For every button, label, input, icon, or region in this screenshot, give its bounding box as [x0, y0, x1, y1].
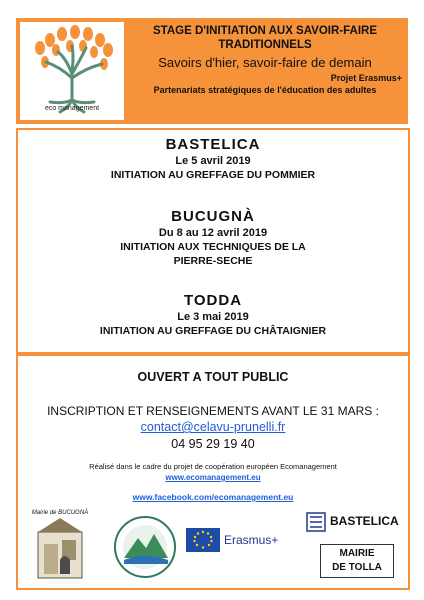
contact-box [16, 354, 410, 590]
email-link[interactable]: contact@celavu-prunelli.fr [140, 420, 286, 434]
ecomanagement-logo [20, 22, 124, 120]
partner-logos [18, 506, 408, 584]
mairie-tolla-box [320, 544, 394, 578]
bastelica-logo [306, 510, 402, 534]
event-bucugna [18, 208, 408, 268]
header-subtitle: Savoirs d'hier, savoir-faire de demain [158, 55, 372, 70]
event-todda [18, 292, 408, 338]
event-bastelica [18, 136, 408, 182]
inscription-text: INSCRIPTION ET RENSEIGNEMENTS AVANT LE 31 MARS : [47, 404, 379, 418]
header-text [128, 24, 402, 95]
header-title-line1: STAGE D'INITIATION AUX SAVOIR-FAIRE [152, 25, 377, 37]
events-box [16, 128, 410, 354]
mairie-line2: DE TOLLA [332, 562, 382, 573]
community-logo [112, 514, 178, 580]
project-note: Réalisé dans le cadre du projet de coopération européen Ecomanagement [89, 462, 337, 471]
open-public-heading: OUVERT A TOUT PUBLIC [137, 370, 289, 384]
event-title: INITIATION AUX TECHNIQUES DE LA [120, 241, 306, 253]
header-project: Projet Erasmus+ [330, 73, 402, 83]
bastelica-label: BASTELICA [330, 514, 399, 528]
header-title-line2: TRADITIONNELS [218, 39, 312, 51]
mairie-line1: MAIRIE [339, 548, 375, 559]
website-link[interactable]: www.ecomanagement.eu [165, 473, 261, 482]
event-title: INITIATION AU GREFFAGE DU POMMIER [110, 169, 316, 181]
mountain-emblem-icon [112, 514, 178, 580]
event-place: TODDA [183, 292, 243, 309]
header-band [16, 18, 408, 124]
event-date: Le 3 mai 2019 [177, 311, 249, 323]
erasmus-logo [186, 526, 296, 558]
erasmus-label: Erasmus+ [224, 533, 279, 547]
bucugna-logo [30, 510, 90, 582]
event-date: Du 8 au 12 avril 2019 [158, 227, 268, 239]
village-icon [30, 510, 90, 582]
facebook-link[interactable]: www.facebook.com/ecomanagement.eu [132, 492, 294, 502]
event-place: BASTELICA [165, 136, 261, 153]
phone-number: 04 95 29 19 40 [171, 437, 255, 451]
event-place: BUCUGNÀ [171, 208, 255, 225]
event-title: INITIATION AU GREFFAGE DU CHÂTAIGNIER [99, 325, 327, 337]
eu-flag-icon [186, 528, 220, 552]
bucugna-label: Mairie de BUCUGNÀ [31, 510, 89, 516]
header-partnership: Partenariats stratégiques de l'éducation des adultes [153, 85, 377, 95]
logo-label: eco management [44, 105, 100, 112]
event-date: Le 5 avril 2019 [175, 155, 251, 167]
coat-of-arms-icon [306, 512, 326, 532]
event-title-line2: PIERRE-SECHE [173, 255, 253, 267]
